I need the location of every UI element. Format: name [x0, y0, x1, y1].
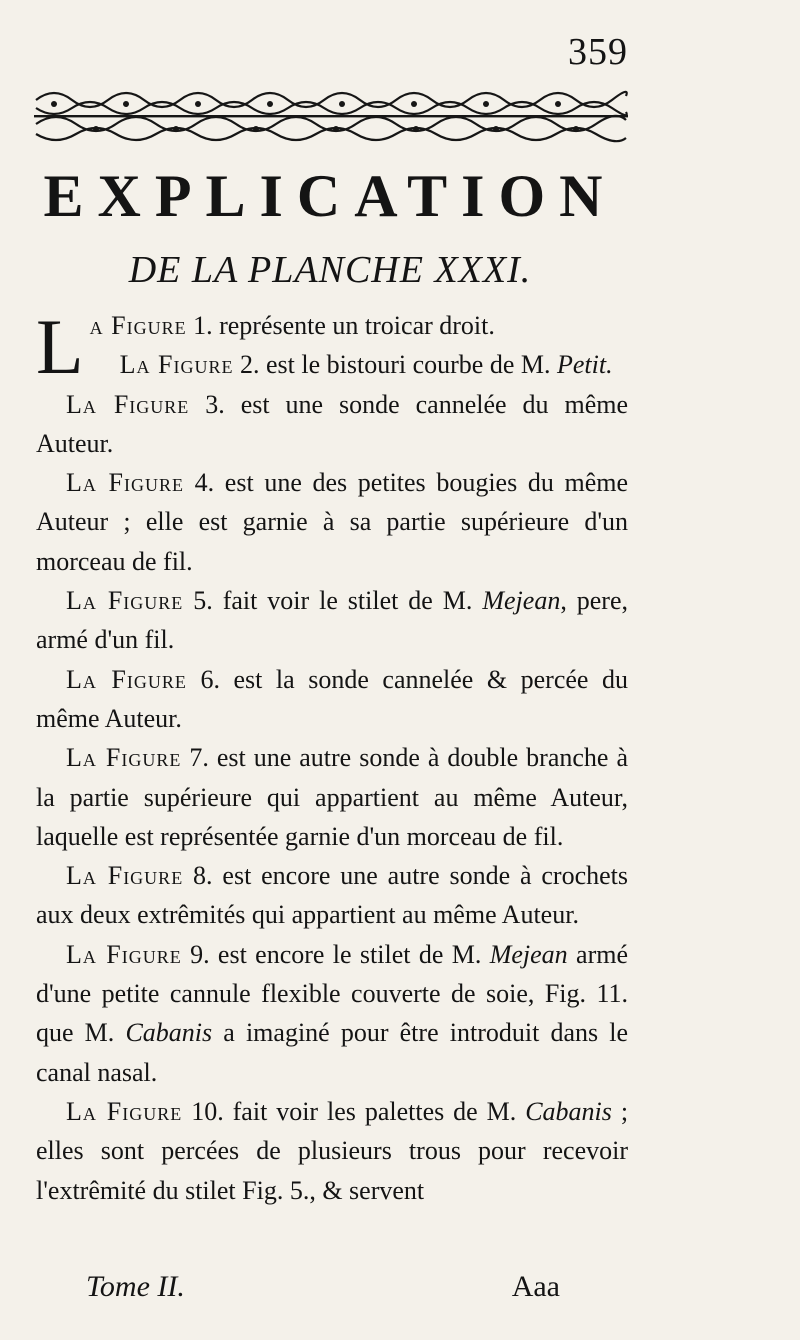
figure-label: La Figure	[66, 1096, 183, 1126]
person-name: Mejean	[489, 939, 568, 969]
person-name: Cabanis	[525, 1096, 612, 1126]
figure-label: La Figure	[66, 664, 187, 694]
figure-description: est encore le stilet de M.	[217, 939, 482, 969]
paragraph-figure-2	[36, 345, 628, 384]
figure-number: 2.	[240, 350, 260, 380]
person-name: Petit.	[557, 350, 613, 380]
decorative-ornament-band	[34, 82, 628, 148]
paragraph-figure-8	[36, 856, 628, 935]
figure-label: La Figure	[66, 743, 182, 773]
paragraph-figure-6	[36, 660, 628, 739]
paragraph-figure-7	[36, 738, 628, 856]
figure-description: est une autre sonde à double branche à la partie supérieure qui appartient au même Auteur, laquelle est représentée garnie d'un morceau de fil.	[36, 743, 628, 851]
drop-cap: L	[36, 303, 84, 390]
main-title: EXPLICATION	[43, 163, 617, 229]
paragraph-figure-4	[36, 463, 628, 581]
figure-description: est une des petites bougies du même Auteur ; elle est garnie à sa partie supérieure d'un morceau de fil.	[36, 468, 629, 576]
figure-label: a Figure	[89, 311, 187, 340]
body-text	[36, 303, 629, 1210]
figure-label: La Figure	[66, 586, 184, 616]
person-name: Mejean	[482, 586, 561, 616]
figure-description: fait voir le stilet de M.	[222, 586, 473, 616]
figure-description: est une sonde cannelée du même Auteur.	[36, 389, 628, 458]
figure-label: La Figure	[119, 350, 234, 380]
figure-description: fait voir les palettes de M.	[232, 1096, 517, 1126]
signature-mark: Aaa	[511, 1270, 560, 1303]
figure-number: 7.	[189, 743, 209, 773]
figure-number: 1.	[193, 311, 213, 340]
sub-title: DE LA PLANCHE XXXI.	[128, 249, 532, 291]
figure-number: 10.	[191, 1096, 224, 1126]
figure-number: 3.	[205, 389, 225, 419]
figure-description: représente un troicar droit.	[219, 311, 495, 340]
paragraph-figure-5	[36, 581, 628, 660]
paragraph-figure-9	[36, 935, 628, 1092]
figure-description-cont: armé d'une petite cannule flexible couverte de soie, Fig. 11. que M.	[36, 939, 629, 1048]
person-name: Cabanis	[125, 1018, 213, 1048]
figure-description: est la sonde cannelée & percée du même Auteur.	[36, 664, 629, 733]
volume-label: Tome II.	[86, 1270, 185, 1303]
paragraph-figure-10	[36, 1092, 628, 1210]
figure-description: est le bistouri courbe de M.	[266, 350, 551, 380]
figure-number: 9.	[190, 939, 210, 969]
figure-description: est encore une autre sonde à crochets aux deux extrêmités qui appartient au même Auteur.	[36, 861, 629, 930]
figure-number: 5.	[193, 586, 213, 616]
page-number: 359	[568, 31, 628, 73]
figure-label: La Figure	[66, 389, 190, 419]
figure-number: 8.	[193, 861, 213, 891]
paragraph-figure-3	[36, 385, 628, 464]
figure-label: La Figure	[66, 861, 184, 891]
figure-label: La Figure	[66, 468, 184, 498]
figure-number: 6.	[200, 664, 220, 694]
page-footer	[86, 1270, 560, 1304]
figure-description-cont: , pere, armé d'un fil.	[36, 586, 629, 655]
figure-description-cont: ; elles sont percées de plusieurs trous pour recevoir l'extrêmité du stilet Fig. 5., & servent	[36, 1096, 629, 1205]
figure-description-end: a imaginé pour être introduit dans le canal nasal.	[36, 1018, 629, 1087]
figure-label: La Figure	[66, 939, 182, 969]
figure-number: 4.	[194, 468, 215, 498]
